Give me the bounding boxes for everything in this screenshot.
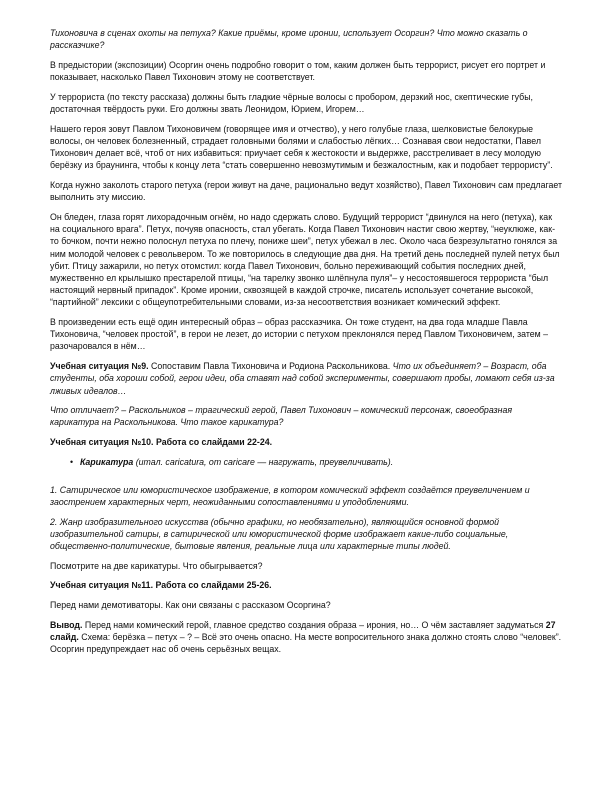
situation-9-italic: Что их объединяет? – Возраст, оба студенты, оба хороши собой, герои идеи, оба ставят над собой эксперименты, совершают пробы, ломают себя из-за лживых идеалов…	[50, 361, 555, 396]
question-paragraph: Тихоновича в сценах охоты на петуха? Какие приёмы, кроме иронии, использует Осоргин? Что можно сказать о рассказчике?	[50, 28, 528, 51]
caricature-definition-1: 1. Сатирическое или юмористическое изображение, в котором комический эффект создаётся преувеличением и заострением характерных черт, неожиданными сопоставлениями и уподоблениями.	[50, 484, 530, 507]
conclusion-paragraph	[50, 619, 563, 656]
situation-9-paragraph	[50, 360, 563, 397]
demotivators-paragraph: Перед нами демотиваторы. Как они связаны с рассказом Осоргина?	[50, 600, 331, 611]
caricature-etymology: (итал. caricatura, от caricare — нагружать, преувеличивать).	[133, 456, 394, 467]
difference-paragraph: Что отличает? – Раскольников – трагический герой, Павел Тихонович – комический персонаж, своеобразная карикатура на Раскольникова. Что такое карикатура?	[50, 405, 513, 428]
rooster-mission-paragraph: Когда нужно заколоть старого петуха (герои живут на даче, рационально ведут хозяйство), Павел Тихонович сам предлагает выполнить эту миссию.	[50, 180, 563, 203]
situation-9-text: Сопоставим Павла Тихоновича и Родиона Раскольникова.	[148, 361, 393, 372]
situation-10-heading: Учебная ситуация №10. Работа со слайдами 22-24.	[50, 437, 273, 448]
conclusion-text-1: Перед нами комический герой, главное средство создания образа – ирония, но… О чём заставляет задуматься	[82, 619, 546, 630]
terrorist-portrait-paragraph: У террориста (по тексту рассказа) должны быть гладкие чёрные волосы с пробором, дерзкий нос, скептические губы, достаточная твёрдость руки. Его должны звать Леонидом, Юрием, Игорем…	[50, 91, 533, 115]
caricature-term: Карикатура	[80, 456, 134, 467]
narrator-paragraph: В произведении есть ещё один интересный образ – образ рассказчика. Он тоже студент, на два года младше Павла Тихоновича, “человек простой”, в герои не лезет, до истории с петухом преклонялся перед Павлом Тихоновичем, затем – разочаровался в нём…	[50, 317, 549, 352]
situation-11-heading: Учебная ситуация №11. Работа со слайдами 25-26.	[50, 580, 272, 591]
situation-9-label: Учебная ситуация №9.	[50, 361, 149, 372]
caricature-bullet	[70, 456, 563, 468]
conclusion-slide: 27 слайд.	[50, 619, 556, 642]
rooster-hunt-paragraph: Он бледен, глаза горят лихорадочным огнём, но надо сдержать слово. Будущий террорист “двинулся на него (петуха), как на социального врага”. Петух, почуяв опасность, стал убегать. Когда Павел Тихонович настиг свою жертву, “неуклюже, как-то бочком, почти нежно полоснул петуха по плечу, пониже шеи”, петух убежал в лес. Около часа безрезультатно гонялся за ним молодой человек с револьвером. То же повторилось в следующие два дня. На третий день последней пулей петух был убит. Птицу зажарили, но петух отомстил: когда Павел Тихонович, больно переживающий события последних дней, мужественно ел крылышко престарелой птицы, “на тарелку звонко шлёпнула пуля”– у несостоявшегося террориста “был настоящий нервный припадок”. Кроме иронии, сквозящей в каждой строчке, писатель использует сочетание высокой, “партийной” лексики с общеупотребительными словами, из-за несоответствия возникает комический эффект.	[50, 211, 560, 308]
conclusion-text-2: Схема: берёзка – петух – ? – Всё это очень опасно. На месте вопросительного знака должно стоять слово “человек”. Осоргин предупреждает нас об очень серьёзных вещах.	[50, 631, 562, 655]
caricatures-question: Посмотрите на две карикатуры. Что обыгрывается?	[50, 560, 263, 571]
conclusion-label: Вывод.	[50, 619, 83, 630]
caricature-definition-2: 2. Жанр изобразительного искусства (обычно графики, но необязательно), являющийся основной формой изобразительной сатиры, в сатирической или юмористической форме изображает какие-либо социальные, общественно-политические, бытовые явления, реальные лица или характерные типы людей.	[50, 516, 509, 551]
exposition-paragraph: В предыстории (экспозиции) Осоргин очень подробно говорит о том, каким должен быть террорист, рисует его портрет и показывает, насколько Павел Тихонович этому не соответствует.	[50, 59, 546, 83]
hero-portrait-paragraph: Нашего героя зовут Павлом Тихоновичем (говорящее имя и отчество), у него голубые глаза, шелковистые белокурые волосы, он человек болезненный, страдает головными болями и слабостью лёгких… Сознавая свои недостатки, Павел Тихонович делает всё, чтоб от них избавиться: приучает себя к жестокости и выдержке, расстреливает в лесу молодую берёзку из браунинга, чтобы к концу лета “стать совершенно невозмутимым и безжалостным, как и подобает террористу”.	[50, 123, 553, 171]
